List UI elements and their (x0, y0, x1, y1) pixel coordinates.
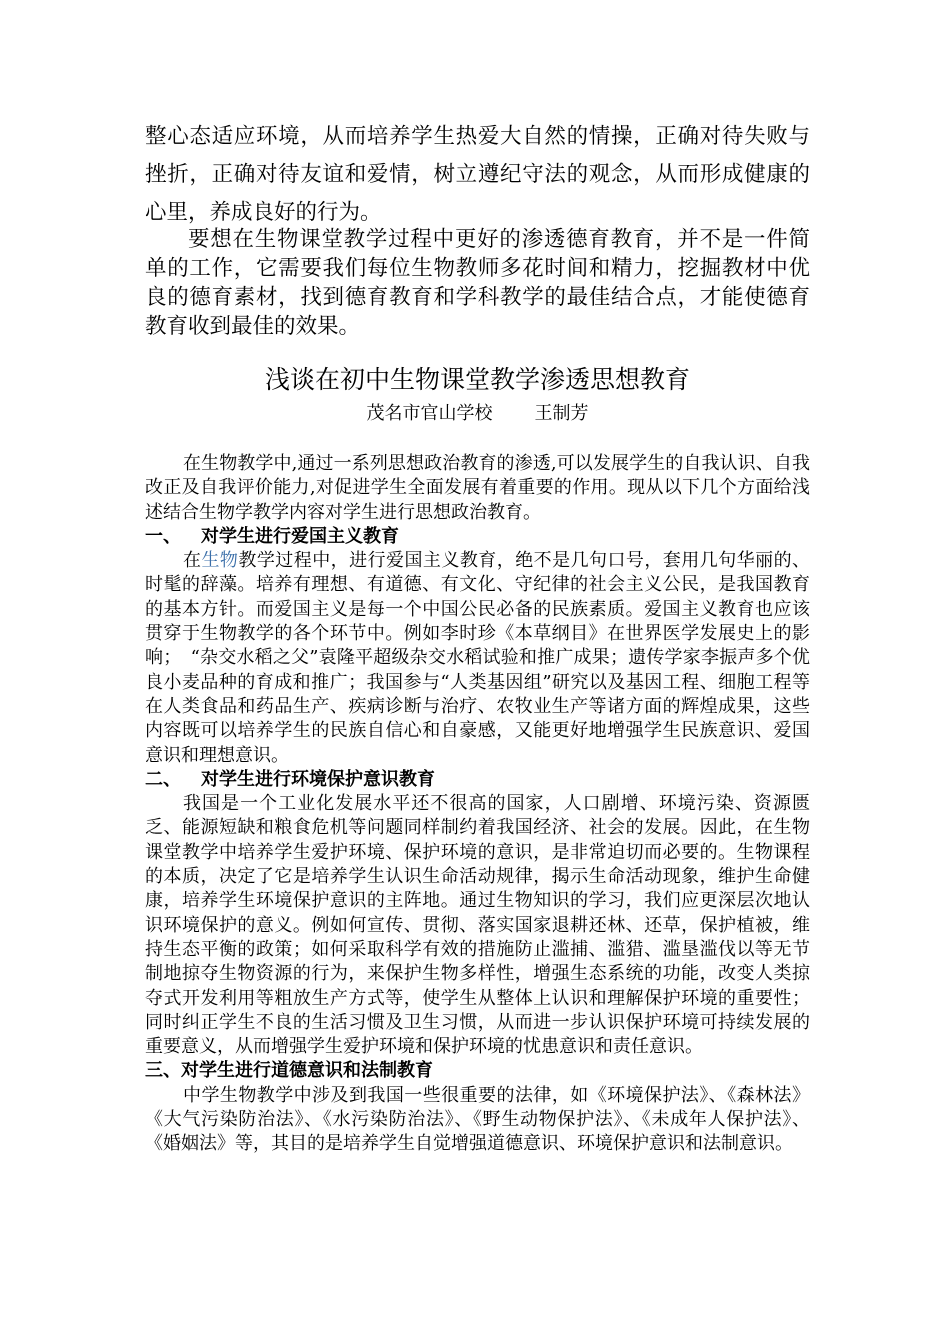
article-body (145, 452, 810, 1157)
school-name: 茂名市官山学校 (366, 403, 493, 424)
section-heading-2 (145, 768, 810, 792)
section-title-2: 对学生进行环境保护意识教育 (201, 768, 435, 790)
section-number-1: 一、 (145, 525, 181, 547)
article-title: 浅谈在初中生物课堂教学渗透思想教育 (264, 365, 690, 394)
closing-paragraph: 要想在生物课堂教学过程中更好的渗透德育教育，并不是一件简单的工作，它需要我们每位生物教师多花时间和精力，挖掘教材中优良的德育素材，找到德育教育和学科教学的最佳结合点，才能使德育教育收到最佳的效果。 (145, 227, 810, 339)
section-paragraph-3: 中学生物教学中涉及到我国一些很重要的法律，如《环境保护法》、《森林法》《大气污染防治法》、《水污染防治法》、《野生动物保护法》、《未成年人保护法》、《婚姻法》等，其目的是培养学生自觉增强道德意识、环境保护意识和法制意识。 (145, 1084, 810, 1155)
section-paragraph-2: 我国是一个工业化发展水平还不很高的国家，人口剧增、环境污染、资源匮乏、能源短缺和粮食危机等问题同样制约着我国经济、社会的发展。因此，在生物课堂教学中培养学生爱护环境、保护环境的意识，是非常迫切而必要的。生物课程的本质，决定了它是培养学生认识生命活动规律，揭示生命活动现象，维护生命健康，培养学生环境保护意识的主阵地。通过生物知识的学习，我们应更深层次地认识环境保护的意义。例如何宣传、贯彻、落实国家退耕还林、还草，保护植被，维持生态平衡的政策；如何采取科学有效的措施防止滥捕、滥猎、滥垦滥伐以等无节制地掠夺生物资源的行为，来保护生物多样性，增强生态系统的功能，改变人类掠夺式开发利用等粗放生产方式等，使学生从整体上认识和理解保护环境的重要性；同时纠正学生不良的生活习惯及卫生习惯，从而进一步认识保护环境可持续发展的重要意义，从而增强学生爱护环境和保护环境的忧患意识和责任意识。 (145, 793, 810, 1058)
section-number-2: 二、 (145, 768, 181, 790)
para-lead: 在 (183, 550, 202, 572)
para-rest: 教学过程中，进行爱国主义教育，绝不是几句口号，套用几句华丽的、时髦的辞藻。培养有理想、有道德、有文化、守纪律的社会主义公民，是我国教育的基本方针。而爱国主义是每一个中国公民必备的民族素质。爱国主义教育也应该贯穿于生物教学的各个环节中。例如李时珍《本草纲目》在世界医学发展史上的影响； “杂交水稻之父”袁隆平超级杂交水稻试验和推广成果；遗传学家李振声多个优良小麦品种的育成和推广；我国参与“人类基因组”研究以及基因工程、细胞工程等在人类食品和药品生产、疾病诊断与治疗、农牧业生产等诸方面的辉煌成果，这些内容既可以培养学生的民族自信心和自豪感，又能更好地增强学生民族意识、爱国意识和理想意识。 (145, 550, 811, 766)
intro-paragraph: 在生物教学中,通过一系列思想政治教育的渗透,可以发展学生的自我认识、自我改正及自我评价能力,对促进学生全面发展有着重要的作用。现从以下几个方面给浅述结合生物学教学内容对学生进行思想政治教育。 (145, 453, 810, 523)
section-heading-3: 三、对学生进行道德意识和法制教育 (145, 1060, 433, 1082)
continuation-paragraph: 整心态适应环境，从而培养学生热爱大自然的情操，正确对待失败与挫折，正确对待友谊和爱情，树立遵纪守法的观念，从而形成健康的心里，养成良好的行为。 (145, 124, 810, 225)
section-heading-1 (145, 525, 810, 549)
section-paragraph-1 (145, 549, 810, 768)
author-name: 王制芳 (534, 403, 589, 424)
section-title-1: 对学生进行爱国主义教育 (201, 525, 399, 547)
biology-link[interactable]: 生物 (201, 550, 239, 572)
byline (145, 401, 810, 427)
